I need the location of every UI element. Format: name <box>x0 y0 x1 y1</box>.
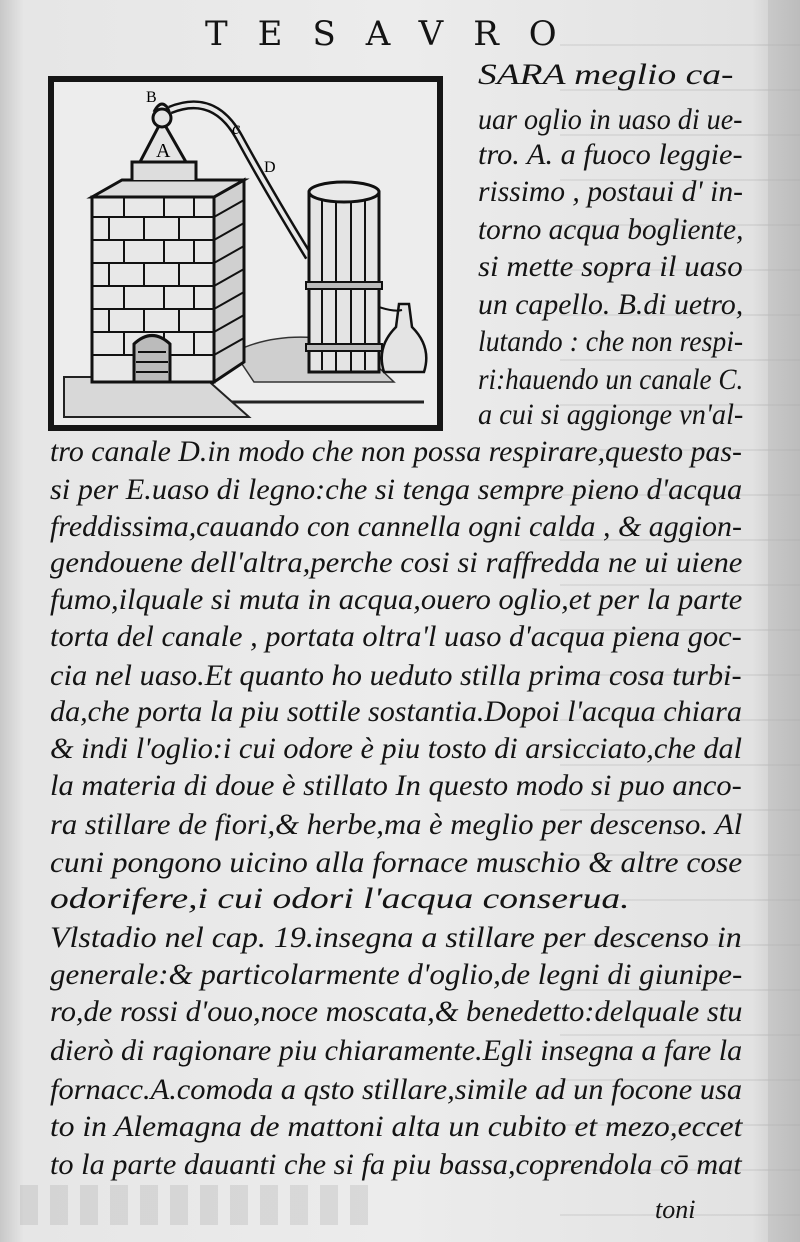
text-line: tro canale D.in modo che non possa respirare,questo pas- <box>50 435 742 468</box>
catchword: toni <box>655 1195 696 1224</box>
text-line: da,che porta la piu sottile sostantia.Dopoi l'acqua chiara <box>50 695 742 728</box>
page-edge-shadow <box>768 0 800 1242</box>
text-line: & indi l'oglio:i cui odore è piu tosto di arsicciato,che dal <box>50 732 743 765</box>
text-line: tro. A. a fuoco leggie- <box>478 138 743 171</box>
running-header: TESAVRO <box>205 14 587 54</box>
text-line: to la parte dauanti che si fa piu bassa,coprendola cō mat <box>50 1148 742 1181</box>
text-line: odorifere,i cui odori l'acqua conserua. <box>50 882 630 915</box>
label-c: c <box>232 118 240 138</box>
show-through-stamp <box>20 1185 380 1225</box>
text-line: si mette sopra il uaso <box>478 250 743 283</box>
label-d: D <box>264 159 276 176</box>
text-line: ra stillare de fiori,& herbe,ma è meglio per descenso. Al <box>50 808 743 841</box>
furnace-still-illustration <box>54 82 437 425</box>
text-line: la materia di doue è stillato In questo modo si puo anco- <box>50 769 742 802</box>
text-line: dierò di ragionare piu chiaramente.Egli insegna a fare la <box>50 1034 743 1067</box>
text-line: fornacc.A.comoda a qsto stillare,simile ad un focone usa <box>50 1073 743 1106</box>
label-a: A <box>156 140 171 162</box>
text-line: cia nel uaso.Et quanto ho ueduto stilla prima cosa turbi- <box>50 659 742 692</box>
text-line: un capello. B.di uetro, <box>478 288 744 321</box>
text-line: ro,de rossi d'ouo,noce moscata,& benedetto:delquale stu <box>50 995 743 1028</box>
text-line: uar oglio in uaso di ue- <box>478 103 743 136</box>
text-line: ri:hauendo un canale C. <box>478 363 744 396</box>
text-line: to in Alemagna de mattoni alta un cubito et mezo,eccet <box>50 1110 743 1143</box>
text-line: Vlstadio nel cap. 19.insegna a stillare per descenso in <box>50 921 742 954</box>
text-line: a cui si aggionge vn'al- <box>478 398 744 431</box>
distillation-woodcut <box>48 76 443 431</box>
text-line: freddissima,cauando con cannella ogni calda , & aggion- <box>50 510 742 543</box>
text-line: fumo,ilquale si muta in acqua,ouero oglio,et per la parte <box>50 583 743 616</box>
text-line: rissimo , postaui d' in- <box>478 175 743 208</box>
text-line: lutando : che non respi- <box>478 325 744 358</box>
text-line: gendouene dell'altra,perche cosi si raffredda ne ui uiene <box>50 546 743 579</box>
text-line: generale:& particolarmente d'oglio,de legni di giunipe- <box>50 958 743 991</box>
text-line: torta del canale , portata oltra'l uaso d'acqua piena goc- <box>50 620 742 653</box>
text-line: SARA meglio ca- <box>478 58 734 91</box>
text-line: cuni pongono uicino alla fornace muschio & altre cose <box>50 846 743 879</box>
text-line: si per E.uaso di legno:che si tenga sempre pieno d'acqua <box>50 473 743 506</box>
label-b: B <box>146 89 157 106</box>
text-line: torno acqua bogliente, <box>478 213 744 246</box>
